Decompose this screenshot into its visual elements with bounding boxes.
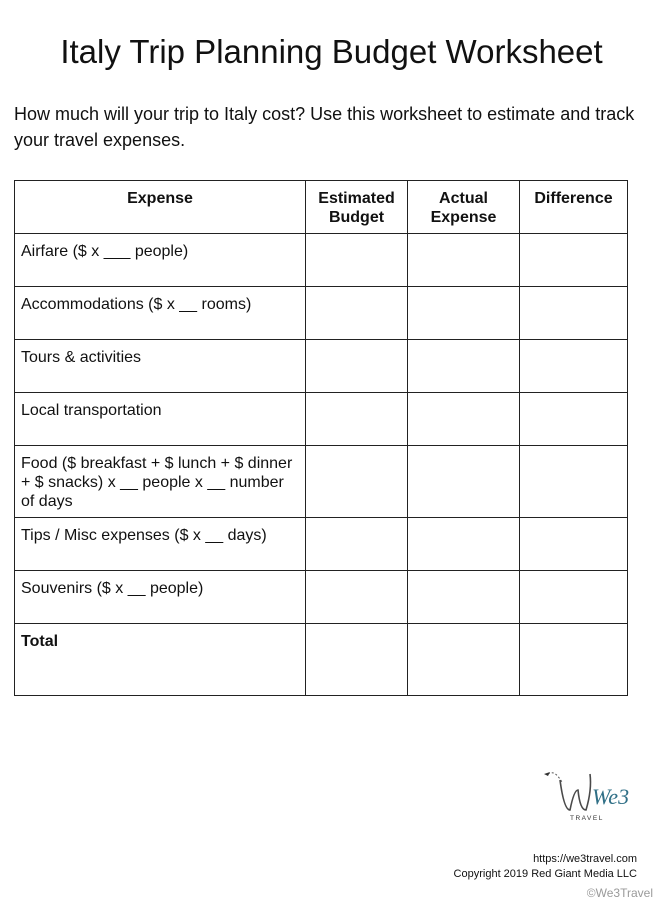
difference-cell[interactable]	[520, 340, 628, 393]
difference-cell[interactable]	[520, 518, 628, 571]
estimated-budget-cell[interactable]	[306, 340, 408, 393]
footer-url: https://we3travel.com	[533, 853, 637, 865]
total-row	[15, 624, 628, 696]
budget-table	[14, 180, 628, 696]
expense-label: Accommodations ($ x __ rooms)	[15, 287, 306, 340]
difference-cell[interactable]	[520, 234, 628, 287]
difference-total-cell[interactable]	[520, 624, 628, 696]
estimated-budget-cell[interactable]	[306, 518, 408, 571]
table-row	[15, 446, 628, 518]
header-estimated-budget: Estimated Budget	[306, 181, 408, 234]
actual-expense-cell[interactable]	[408, 571, 520, 624]
expense-label: Tours & activities	[15, 340, 306, 393]
estimated-budget-total-cell[interactable]	[306, 624, 408, 696]
table-row	[15, 234, 628, 287]
estimated-budget-cell[interactable]	[306, 393, 408, 446]
actual-expense-cell[interactable]	[408, 446, 520, 518]
table-header-row	[15, 181, 628, 234]
table-row	[15, 393, 628, 446]
actual-expense-cell[interactable]	[408, 393, 520, 446]
estimated-budget-cell[interactable]	[306, 234, 408, 287]
difference-cell[interactable]	[520, 571, 628, 624]
intro-text: How much will your trip to Italy cost? Use this worksheet to estimate and track your travel expenses.	[14, 104, 635, 150]
difference-cell[interactable]	[520, 287, 628, 340]
logo-text: We3	[592, 784, 630, 809]
actual-expense-cell[interactable]	[408, 234, 520, 287]
table-row	[15, 571, 628, 624]
actual-expense-cell[interactable]	[408, 340, 520, 393]
estimated-budget-cell[interactable]	[306, 287, 408, 340]
we3travel-logo	[540, 760, 640, 822]
difference-cell[interactable]	[520, 393, 628, 446]
table-row	[15, 287, 628, 340]
actual-expense-cell[interactable]	[408, 287, 520, 340]
difference-cell[interactable]	[520, 446, 628, 518]
page-title: Italy Trip Planning Budget Worksheet	[60, 33, 603, 70]
actual-expense-cell[interactable]	[408, 518, 520, 571]
watermark: ©We3Travel	[586, 886, 653, 900]
expense-label: Souvenirs ($ x __ people)	[15, 571, 306, 624]
actual-expense-total-cell[interactable]	[408, 624, 520, 696]
logo-subtext: TRAVEL	[570, 815, 604, 822]
header-expense: Expense	[15, 181, 306, 234]
logo-mark	[540, 760, 640, 822]
expense-label: Tips / Misc expenses ($ x __ days)	[15, 518, 306, 571]
total-label: Total	[15, 624, 306, 696]
expense-label: Food ($ breakfast + $ lunch + $ dinner + $ snacks) x __ people x __ number of days	[15, 446, 306, 518]
estimated-budget-cell[interactable]	[306, 446, 408, 518]
expense-label: Airfare ($ x ___ people)	[15, 234, 306, 287]
expense-label: Local transportation	[15, 393, 306, 446]
table-row	[15, 518, 628, 571]
header-actual-expense: Actual Expense	[408, 181, 520, 234]
table-row	[15, 340, 628, 393]
header-difference: Difference	[520, 181, 628, 234]
footer-copyright: Copyright 2019 Red Giant Media LLC	[453, 868, 637, 880]
estimated-budget-cell[interactable]	[306, 571, 408, 624]
